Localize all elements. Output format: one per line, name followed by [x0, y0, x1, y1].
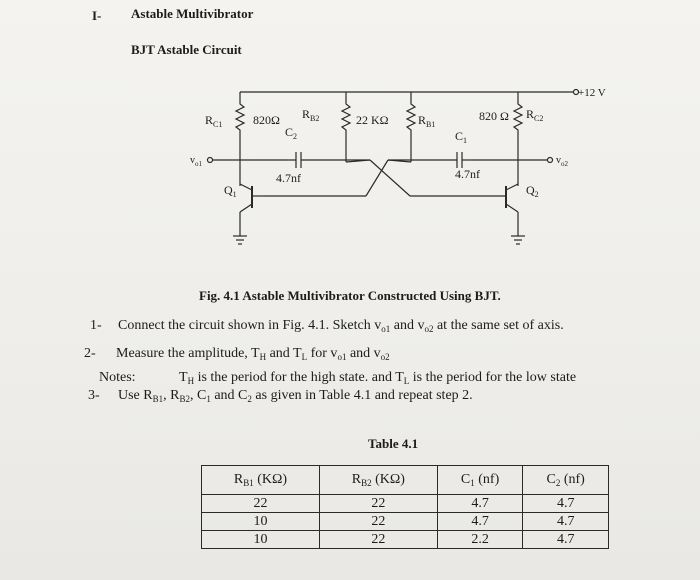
table-cell: 22: [319, 495, 437, 513]
section-number: I-: [92, 8, 102, 23]
resistor-rc2: [514, 92, 522, 160]
step-1: 1- Connect the circuit shown in Fig. 4.1. Sketch $v_{o1}$ and $v_{o2}$ at the same set of axis.: [90, 318, 564, 334]
table-cell: 22: [202, 495, 320, 513]
header-c2: $C_2$ (nf): [523, 466, 609, 495]
rb-value: 22 KΩ: [356, 113, 389, 127]
table-cell: 22: [319, 531, 437, 549]
table-header-row: [202, 466, 609, 495]
rb1-label: $R_{B1}$: [418, 113, 436, 129]
q1-label: $Q_1$: [224, 183, 237, 199]
vo2-terminal: [548, 158, 553, 163]
supply-label: +12 V: [578, 87, 606, 99]
table-row: [202, 531, 609, 549]
cap-right-value: 4.7nf: [455, 167, 480, 181]
cross-link-2: [366, 160, 388, 196]
step-3: 3- Use $R_{B1}$, $R_{B2}$, $C_1$ and $C_2$ as given in Table 4.1 and repeat step 2.: [88, 388, 473, 404]
cap-left-value: 4.7nf: [276, 171, 301, 185]
figure-caption: Fig. 4.1 Astable Multivibrator Constructed Using BJT.: [199, 288, 501, 303]
notes: Notes: $T_H$ is the period for the high state. and $T_L$ is the period for the low state: [99, 370, 577, 386]
data-table: [201, 465, 609, 549]
table-row: [202, 495, 609, 513]
rb2-label: $R_{B2}$: [302, 107, 320, 123]
rc1-label: $R_{C1}$: [205, 113, 223, 129]
table-cell: 22: [319, 513, 437, 531]
resistor-rb2: [342, 92, 350, 162]
rc2-label: $R_{C2}$: [526, 107, 544, 123]
q2-label: $Q_2$: [526, 183, 539, 199]
table-cell: 4.7: [437, 495, 523, 513]
rc2-value: 820 Ω: [479, 109, 509, 123]
vo1-terminal: [208, 158, 213, 163]
table-cell: 10: [202, 513, 320, 531]
table-title: Table 4.1: [368, 436, 419, 451]
circuit-schematic: [0, 0, 700, 280]
c1-label: $C_1$: [455, 129, 468, 145]
resistor-rc1: [236, 92, 244, 160]
table-row: [202, 513, 609, 531]
header-rb2: $R_{B2}$ (KΩ): [319, 466, 437, 495]
header-c1: $C_1$ (nf): [437, 466, 523, 495]
step-2: 2- Measure the amplitude, $T_H$ and $T_L$ for $v_{o1}$ and $v_{o2}$: [84, 346, 390, 362]
table-cell: 4.7: [523, 531, 609, 549]
table-cell: 4.7: [437, 513, 523, 531]
c2-label: $C_2$: [285, 125, 298, 141]
section-subtitle: BJT Astable Circuit: [131, 42, 242, 57]
cross-link-1: [370, 160, 410, 196]
table-cell: 2.2: [437, 531, 523, 549]
resistor-rb1: [407, 92, 415, 162]
rc1-value: 820Ω: [253, 113, 280, 127]
header-rb1: $R_{B1}$ (KΩ): [202, 466, 320, 495]
section-title: Astable Multivibrator: [131, 6, 254, 21]
vo2-label: $v_{o2}$: [556, 155, 568, 168]
table-cell: 10: [202, 531, 320, 549]
vo1-label: $v_{o1}$: [190, 155, 202, 168]
table-cell: 4.7: [523, 495, 609, 513]
table-cell: 4.7: [523, 513, 609, 531]
